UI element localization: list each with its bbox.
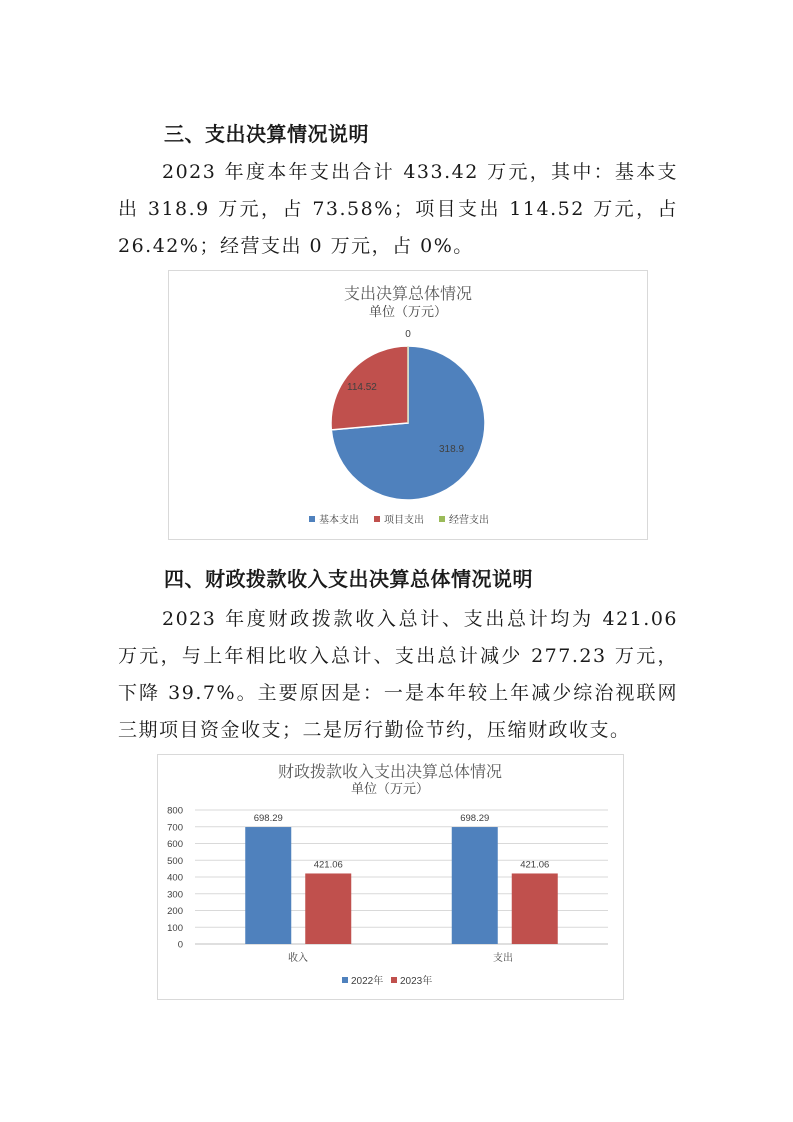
bar-支出-2022年 (452, 827, 498, 944)
section4-paragraph: 2023 年度财政拨款收入总计、支出总计均为 421.06 万元，与上年相比收入总计、支出总计减少 277.23 万元，下降 39.7%。主要原因是：一是本年较上年减少综治视联网三期项目资金收支；二是厉行勤俭节约，压缩财政收支。 (118, 608, 678, 741)
legend-swatch-2023 (391, 977, 397, 983)
pie-chart-title: 支出决算总体情况 (343, 284, 473, 303)
legend-swatch-project (374, 516, 380, 522)
pie-data-label-operating: 0 (405, 329, 411, 340)
legend-label-basic: 基本支出 (319, 515, 359, 526)
bar-收入-2022年 (245, 827, 291, 944)
y-tick-label: 800 (167, 805, 183, 817)
legend-swatch-basic (309, 516, 315, 522)
x-tick-income: 收入 (288, 953, 308, 964)
legend-label-2023: 2023年 (400, 976, 433, 987)
legend-label-2022: 2022年 (351, 976, 384, 987)
bar-data-label: 421.06 (520, 859, 550, 871)
bar-chart-subtitle: 单位（万元） (350, 782, 430, 797)
y-tick-label: 700 (167, 822, 183, 834)
legend-swatch-2022 (342, 977, 348, 983)
y-tick-label: 300 (167, 889, 183, 901)
bar-legend (342, 974, 432, 987)
y-tick-label: 500 (167, 855, 183, 867)
y-tick-label: 200 (167, 906, 183, 917)
bar-data-label: 421.06 (313, 859, 343, 871)
bar-chart (158, 755, 623, 999)
legend-label-operating: 经营支出 (449, 515, 489, 526)
section3-heading: 三、支出决算情况说明 (164, 122, 369, 146)
section4-heading: 四、财政拨款收入支出决算总体情况说明 (164, 567, 533, 591)
legend-label-project: 项目支出 (384, 515, 424, 526)
y-tick-label: 0 (177, 939, 183, 951)
y-tick-label: 400 (167, 872, 183, 884)
pie-chart (169, 271, 647, 539)
bar-支出-2023年 (512, 873, 558, 944)
pie-data-label-basic: 318.9 (439, 444, 465, 455)
y-tick-label: 100 (167, 922, 183, 934)
bar-data-label: 698.29 (253, 813, 283, 825)
section3-paragraph: 2023 年度本年支出合计 433.42 万元，其中：基本支出 318.9 万元，占 73.58%；项目支出 114.52 万元，占 26.42%；经营支出 0 万元，占 0%。 (118, 161, 678, 257)
pie-chart-subtitle: 单位（万元） (368, 305, 448, 320)
bar-data-label: 698.29 (460, 813, 490, 825)
bar-收入-2023年 (305, 873, 351, 944)
pie-chart-container (168, 270, 648, 540)
bar-chart-container (157, 754, 624, 1000)
pie-legend (309, 513, 489, 526)
legend-swatch-operating (439, 516, 445, 522)
pie-data-label-project: 114.52 (347, 382, 377, 393)
bar-chart-title: 财政拨款收入支出决算总体情况 (277, 762, 503, 781)
y-tick-label: 600 (167, 839, 183, 850)
x-tick-expenditure: 支出 (493, 953, 513, 964)
